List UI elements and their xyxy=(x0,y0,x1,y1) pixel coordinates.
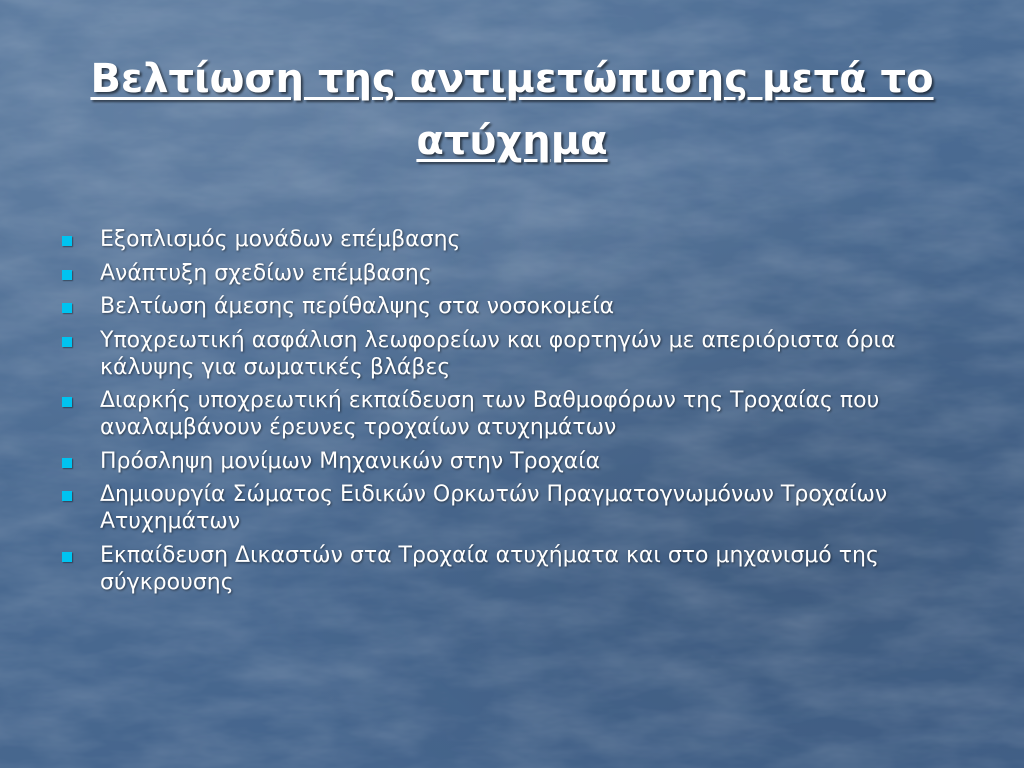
bullet-item xyxy=(58,293,958,320)
square-bullet-icon xyxy=(62,236,72,246)
bullet-item xyxy=(58,387,958,441)
bullet-item xyxy=(58,481,958,535)
square-bullet-icon xyxy=(62,270,72,280)
square-bullet-icon xyxy=(62,397,72,407)
bullet-list xyxy=(58,226,958,602)
bullet-text: Εκπαίδευση Δικαστών στα Τροχαία ατυχήματα και στο μηχανισμό της σύγκρουσης xyxy=(100,542,879,595)
square-bullet-icon xyxy=(62,552,72,562)
bullet-item xyxy=(58,448,958,475)
square-bullet-icon xyxy=(62,491,72,501)
bullet-text: Εξοπλισμός μονάδων επέμβασης xyxy=(100,227,461,252)
bullet-item xyxy=(58,542,958,596)
bullet-text: Διαρκής υποχρεωτική εκπαίδευση των Βαθμοφόρων της Τροχαίας που αναλαμβάνουν έρευνες τροχαίων ατυχημάτων xyxy=(100,388,880,440)
bullet-text: Πρόσληψη μονίμων Μηχανικών στην Τροχαία xyxy=(100,448,601,474)
bullet-text: Υποχρεωτική ασφάλιση λεωφορείων και φορτηγών με απεριόριστα όρια κάλυψης για σωματικές βλάβες xyxy=(100,327,896,380)
bullet-item xyxy=(58,260,958,287)
bullet-item xyxy=(58,327,958,381)
square-bullet-icon xyxy=(62,303,72,313)
bullet-item xyxy=(58,226,958,253)
slide-title: Βελτίωση της αντιμετώπισης μετά το ατύχημα xyxy=(90,56,934,164)
bullet-text: Ανάπτυξη σχεδίων επέμβασης xyxy=(100,260,432,286)
bullet-text: Δημιουργία Σώματος Ειδικών Ορκωτών Πραγματογνωμόνων Τροχαίων Ατυχημάτων xyxy=(100,482,888,534)
bullet-text: Βελτίωση άμεσης περίθαλψης στα νοσοκομεία xyxy=(100,294,615,319)
square-bullet-icon xyxy=(62,337,72,347)
square-bullet-icon xyxy=(62,458,72,468)
